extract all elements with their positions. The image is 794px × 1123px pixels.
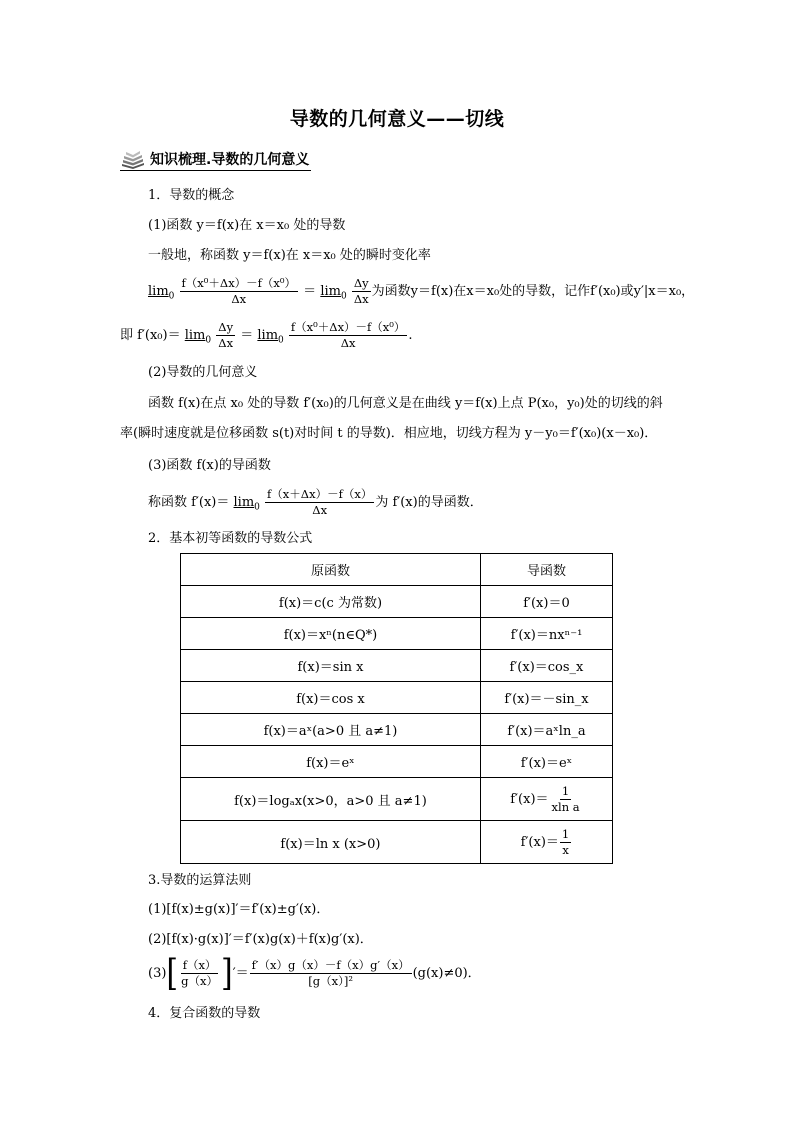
lim-symbol: lim xyxy=(148,284,169,299)
lim-symbol: lim xyxy=(320,284,341,299)
table-header-row xyxy=(181,554,613,586)
table-row xyxy=(181,618,613,650)
sum-rule: (1)[f(x)±g(x)]′＝f′(x)±g′(x)． xyxy=(148,902,330,917)
lim-symbol: lim xyxy=(233,495,255,510)
page-title: 导数的几何意义——切线 xyxy=(289,108,505,130)
derived-function-definition: 称函数 $f'(x)= \lim_0$ $\frac{f(x+\Delta x)-f(x)}{\Delta x}$ 为 f′(x)的导函数． xyxy=(148,487,483,517)
geometric-meaning-line-2: 率(瞬时速度就是位移函数 s(t)对时间 t 的导数)．相应地，切线方程为 y－y₀＝f′(x₀)(x－x₀)． xyxy=(120,426,658,441)
difference-quotient: $\frac{\text{f（x⁰＋Δx）－f（x⁰）}}{\Delta x}$ xyxy=(290,320,406,350)
concept-heading: 1．导数的概念 xyxy=(148,188,235,203)
table-cell: f(x)＝aˣ(a>0 且 a≠1) xyxy=(181,714,481,746)
table-cell: f(x)＝sin x xyxy=(181,650,481,682)
product-rule: (2)[f(x)·g(x)]′＝f′(x)g(x)＋f(x)g′(x)． xyxy=(148,932,373,947)
table-cell: f(x)＝xⁿ(n∈Q*) xyxy=(181,618,481,650)
table-cell: f(x)＝cos x xyxy=(181,682,481,714)
formula-table-heading: 2．基本初等函数的导数公式 xyxy=(148,531,313,546)
fraction: $\frac{1}{\text{xln a}}$ xyxy=(551,783,580,814)
table-row xyxy=(181,714,613,746)
table-row xyxy=(181,778,613,821)
lim-symbol: lim xyxy=(184,328,206,343)
derivative-notation-line: 即 $f'(x_0)= \lim_0$ $\frac{\Delta y}{\Delta x}$ ＝ $\lim_0$ $\frac{\text{f（x⁰＋Δx）－f（x⁰）}}{\Delta x}$ . xyxy=(120,320,413,350)
concept-sentence: 一般地，称函数 y＝f(x)在 x＝x₀ 处的瞬时变化率 xyxy=(148,248,431,263)
table-row xyxy=(181,821,613,864)
table-row xyxy=(181,650,613,682)
geometric-meaning-heading: (2)导数的几何意义 xyxy=(148,365,258,380)
table-cell: f′(x)＝eˣ xyxy=(480,746,612,778)
fraction: $\frac{f(x)}{g(x)}$ xyxy=(181,958,218,988)
table-cell: f′(x)＝ $\frac{1}{x}$ xyxy=(480,821,612,864)
table-cell: f′(x)＝cos_x xyxy=(480,650,612,682)
books-icon xyxy=(120,149,146,169)
table-cell: f′(x)＝ $\frac{1}{\text{xln a}}$ xyxy=(480,778,612,821)
table-cell: f(x)＝c(c 为常数) xyxy=(181,586,481,618)
derived-function-heading: (3)函数 f(x)的导函数 xyxy=(148,458,271,473)
derivative-definition-line: $\lim_0$ $\frac{\text{f（x⁰＋Δx）－f（x⁰）}}{\Delta x}$ ＝ $\lim_0$ $\frac{\Delta y}{\Delta x}$ 为函数y＝f(x)在x＝x₀处的导数，记作f′(x₀)或y′|x＝x₀， xyxy=(148,276,695,306)
table-cell: f′(x)＝nxⁿ⁻¹ xyxy=(480,618,612,650)
fraction: $\frac{f'(x)g(x)-f(x)g'(x)}{\text{[g（x）]²}}$ xyxy=(251,958,410,988)
column-header: 原函数 xyxy=(181,554,481,586)
table-cell: f(x)＝ln x (x>0) xyxy=(181,821,481,864)
dy-dx-fraction: $\frac{\Delta y}{\Delta x}$ xyxy=(353,276,369,306)
table-row xyxy=(181,586,613,618)
table-row xyxy=(181,682,613,714)
quotient-rule: (3)[ $\frac{f(x)}{g(x)}$ ]′＝ $\frac{f'(x)g(x)-f(x)g'(x)}{\text{[g（x）]²}}$ (g(x)≠0)． xyxy=(148,951,481,994)
table-cell: f′(x)＝aˣln_a xyxy=(480,714,612,746)
geometric-meaning-line-1: 函数 f(x)在点 x₀ 处的导数 f′(x₀)的几何意义是在曲线 y＝f(x)上点 P(x₀，y₀)处的切线的斜 xyxy=(148,396,663,411)
rules-heading: 3.导数的运算法则 xyxy=(148,873,252,888)
table-row xyxy=(181,746,613,778)
lim-symbol: lim xyxy=(257,328,279,343)
derivative-formula-table xyxy=(180,553,613,864)
table-cell: f(x)＝eˣ xyxy=(181,746,481,778)
fraction: $\frac{1}{x}$ xyxy=(561,826,570,857)
difference-quotient: $\frac{\text{f（x⁰＋Δx）－f（x⁰）}}{\Delta x}$ xyxy=(181,276,297,306)
table-cell: f(x)＝logₐx(x>0，a>0 且 a≠1) xyxy=(181,778,481,821)
section-heading xyxy=(120,148,311,171)
table-cell: f′(x)＝－sin_x xyxy=(480,682,612,714)
column-header: 导函数 xyxy=(480,554,612,586)
dy-dx-fraction: $\frac{\Delta y}{\Delta x}$ xyxy=(218,320,234,350)
table-cell: f′(x)＝0 xyxy=(480,586,612,618)
section-heading-text: 知识梳理.导数的几何意义 xyxy=(150,152,310,168)
difference-quotient: $\frac{f(x+\Delta x)-f(x)}{\Delta x}$ xyxy=(267,487,373,517)
concept-sub-1: (1)函数 y＝f(x)在 x＝x₀ 处的导数 xyxy=(148,218,346,233)
composite-derivative-heading: 4．复合函数的导数 xyxy=(148,1006,261,1021)
